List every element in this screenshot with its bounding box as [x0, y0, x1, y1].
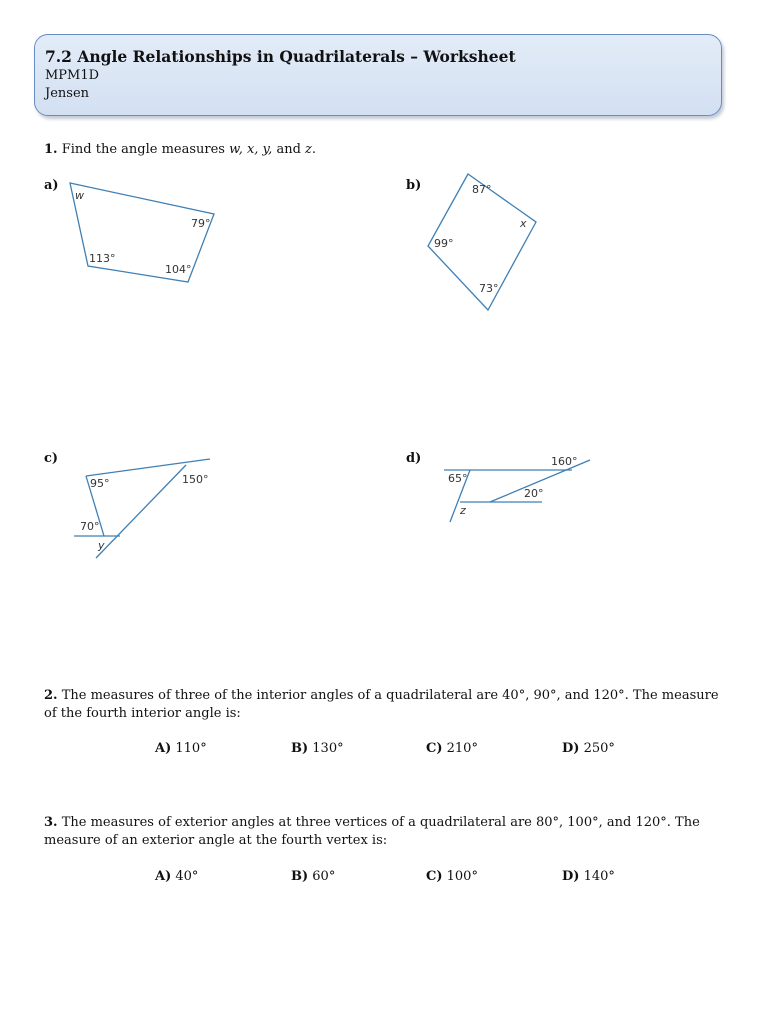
q2-choice-c-letter: C) — [426, 741, 443, 756]
part-d-label: d) — [406, 451, 422, 466]
angle-c-y: y — [98, 539, 105, 552]
angle-b-73: 73° — [479, 282, 499, 295]
worksheet-header — [34, 34, 722, 116]
angle-d-20: 20° — [524, 487, 544, 500]
angle-b-x: x — [520, 217, 527, 230]
q3-choice-a-letter: A) — [155, 869, 172, 884]
q3-choice-c-value: 100° — [446, 869, 478, 884]
question-1-end: . — [311, 142, 317, 157]
part-c-label: c) — [44, 451, 59, 466]
angle-a-79: 79° — [191, 217, 211, 230]
q3-choice-b-value: 60° — [312, 869, 336, 884]
q3-choice-c[interactable] — [426, 869, 478, 884]
angle-c-70: 70° — [80, 520, 100, 533]
q3-choice-d-value: 140° — [583, 869, 615, 884]
angle-c-95: 95° — [90, 477, 110, 490]
q3-choice-a[interactable] — [155, 869, 198, 884]
q2-choice-d[interactable] — [562, 741, 615, 756]
teacher-name: Jensen — [45, 86, 90, 101]
q2-choice-d-letter: D) — [562, 741, 580, 756]
q3-choice-b[interactable] — [291, 869, 335, 884]
course-code: MPM1D — [45, 68, 100, 83]
angle-d-160: 160° — [551, 455, 578, 468]
worksheet-title: 7.2 Angle Relationships in Quadrilaterals – Worksheet — [45, 47, 516, 66]
question-3-text: The measures of exterior angles at three vertices of a quadrilateral are 80°, 100°, and 120°. The measure of an exterior angle at the fourth vertex is: — [44, 815, 700, 848]
question-1-text: Find the angle measures — [61, 142, 230, 157]
line-d-diagonal — [490, 460, 590, 502]
line-c-diagonal — [96, 465, 186, 558]
part-a-label: a) — [44, 178, 59, 193]
line-c-left — [86, 476, 104, 536]
question-2-prompt — [44, 687, 724, 723]
question-1-prompt — [44, 141, 316, 159]
angle-a-113: 113° — [89, 252, 116, 265]
quadrilateral-b — [428, 174, 536, 310]
angle-a-104: 104° — [165, 263, 192, 276]
question-3-number: 3. — [44, 815, 58, 830]
question-3-prompt — [44, 814, 724, 850]
q3-choice-c-letter: C) — [426, 869, 443, 884]
angle-b-87: 87° — [472, 183, 492, 196]
q3-choice-d-letter: D) — [562, 869, 580, 884]
question-1-vars: w, x, y, — [229, 142, 273, 157]
q3-choice-d[interactable] — [562, 869, 615, 884]
q2-choice-b-value: 130° — [312, 741, 344, 756]
quadrilateral-a — [70, 183, 214, 282]
question-1-number: 1. — [44, 142, 58, 157]
question-1-and: and — [272, 142, 306, 157]
line-d-left — [450, 470, 470, 522]
angle-d-65: 65° — [448, 472, 468, 485]
angle-c-150: 150° — [182, 473, 209, 486]
angle-b-99: 99° — [434, 237, 454, 250]
q2-choice-a-value: 110° — [175, 741, 207, 756]
q2-choice-c-value: 210° — [446, 741, 478, 756]
q2-choice-a-letter: A) — [155, 741, 172, 756]
part-b-label: b) — [406, 178, 422, 193]
angle-d-z: z — [460, 504, 466, 517]
q2-choice-b[interactable] — [291, 741, 344, 756]
q2-choice-d-value: 250° — [583, 741, 615, 756]
q2-choice-b-letter: B) — [291, 741, 309, 756]
line-c-top — [86, 459, 210, 476]
q2-choice-a[interactable] — [155, 741, 207, 756]
q3-choice-b-letter: B) — [291, 869, 309, 884]
question-1-last-var: z — [305, 142, 312, 157]
q3-choice-a-value: 40° — [175, 869, 199, 884]
q2-choice-c[interactable] — [426, 741, 478, 756]
question-2-text: The measures of three of the interior angles of a quadrilateral are 40°, 90°, and 120°. The measure of the fourth interior angle is: — [44, 688, 719, 721]
question-2-number: 2. — [44, 688, 58, 703]
angle-a-w: w — [75, 189, 84, 202]
